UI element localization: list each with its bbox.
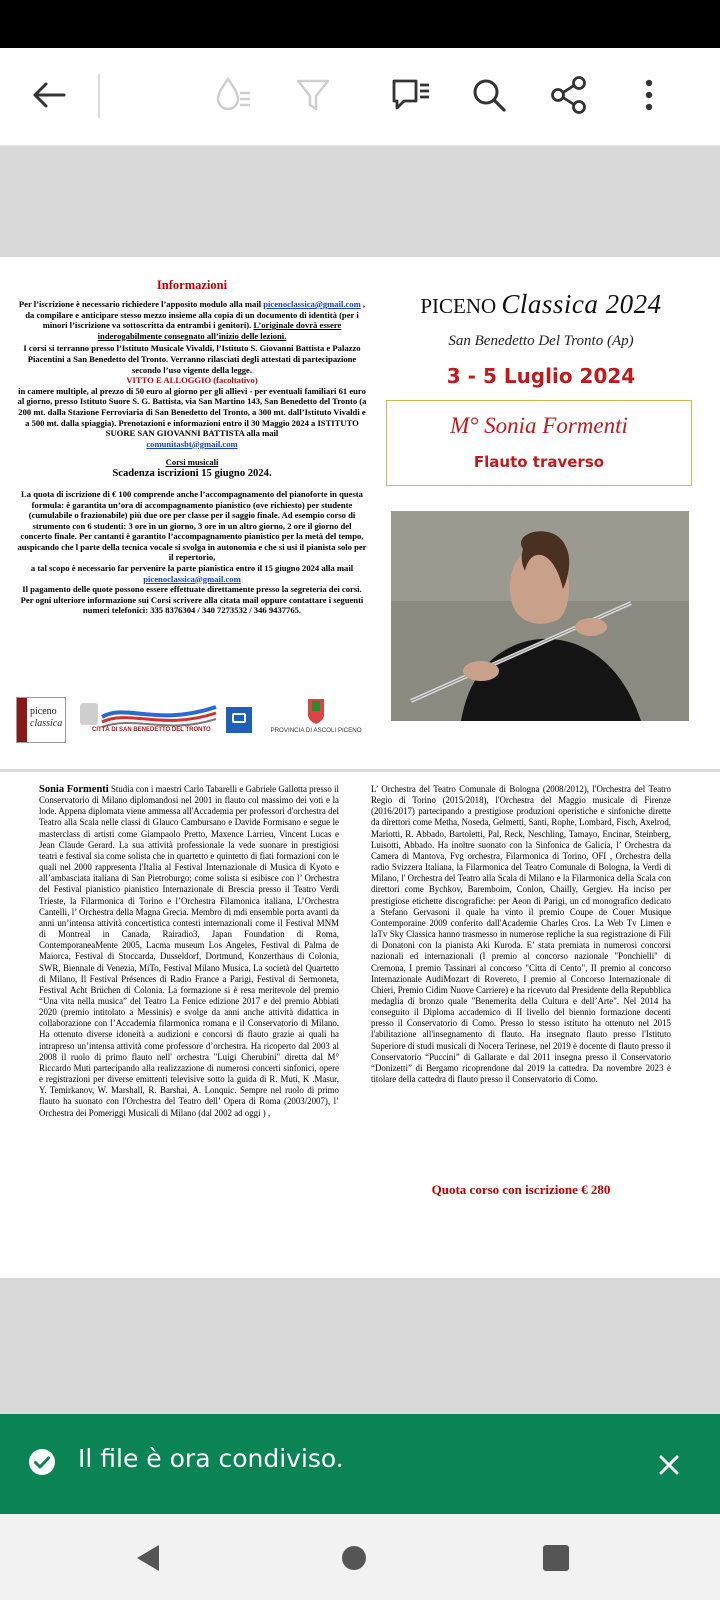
flutist-photo-icon (391, 511, 689, 721)
comment-list-icon (390, 76, 432, 114)
deadline-text: Scadenza iscrizioni 15 giugno 2024. (112, 467, 272, 479)
bio-column-right: L’ Orchestra del Teatro Comunale di Bologna (2008/2012), l'Orchestra del Teatro Regio di Torino (2015/2018), l'Orchestra del Maggio musicale di Firenze (2016/2017) partecipando a prestigiose produzioni operistiche e sinfoniche dirette da direttori come Metha, Noseda, Gelmetti, Santi, Rophe, Lombard, Fisch, Axelrod, Mariotti, R. Abbado, Bartoletti, Pal, Reck, Neschling, Tamayo, Encinar, Steinberg, Luisotti, Abbado. Ha inoltre suonato con la Sinfonica de Galicia, l’ Orchestra da Camera di Mantova, Fvg orchestra, Filarmonica di Torino, OFI , Orchestra della radio Svizzera Italiana, la Filarmonica del Teatro Comunale di Bologna, la Verdi di Milano, l' Orchestra del Teatro alla Scala di Milano e la Filarmonica della Scala con direttori come Bychkov, Baremboim, Conlon, Chailly, Gergiev. Ha inciso per prestigiose etichette discografiche: per Aeon di Parigi, un cd monografico dedicato a Stefano Gervasoni il quale ha vinto il premio Coupe de Couer Musique Contemporaine 2009 conferito dall'Academie Charles Cros. La Web Tv Limen e laTv Sky Classica hanno trasmesso in numerose repliche la sua registrazione di Fili di Donatoni con la pianista Aki Kuroda. E’ stata premiata in numerosi concorsi nazionali ed internazionali (I premio al concorso nazionale "Ponchielli" di Cremona, I premio Tassinari al concorso "Citta di Cento", II premio al concorso Internazionale AudiMozart di Rovereto, I premio al Concorso Internazionale di Chieri, Premio Cidim Nuove Carriere) e ha ricevuto dal Presidente della Repubblica medaglia di bronzo quale "Benemerita della Cultura e dell’Arte". Nel 2014 ha conseguito il Diploma accademico di II livello del biennio formazione docenti presso il Conservatorio di Como. Presso lo stesso istituto ha ottenuto nel 2015 l'abilitazione all'insegnamento di flauto. Ha insegnato flauto presso l'Istituto Superiore di studi musicali di Nocera Terinese, nel 2019 è docente di flauto presso il Conservatorio “Puccini” di Gallarate e dal 2011 insegna presso il Conservatorio “Donizetti” di Bergamo ricoprendone dal 2019 la cattedra. Da novembre 2023 è titolare della cattedra di flauto presso il Conservatorio di Como. (371, 784, 671, 1085)
system-nav-bar (0, 1514, 720, 1600)
teacher-photo (391, 511, 689, 721)
email-link[interactable]: comunitasbt@gmail.com (146, 438, 238, 449)
info-paragraph: La quota di iscrizione di € 100 comprende anche l’accompagnamento del pianoforte in questa formula: è garantita un’ora di accompagnamento pianistico (ove richiesto) per studente (cumulabile o frazionabile) più due ore per classe per il saggio finale. Ad esempio corso di strumento con 6 studenti: 3 ore in un giorno, 3 ore in un altro giorno, 2 ore il giorno del concerto finale. Per cantanti è garantito l’accompagnamento pianistico per la metà del tempo, auspicando che l parte della tecnica vocale si svolga in autonomia e che si usi il pianista solo per il repertorio, (17, 488, 367, 563)
sponsor-logos (14, 697, 368, 745)
info-paragraph: Per ogni ulteriore informazione sui Corsi scrivere alla citata mail oppure contattare i seguenti numeri telefonici: 335 8376304 / 340 7273532 / 346 9437765. (20, 594, 364, 616)
festival-title: PICENO Classica 2024 (420, 289, 662, 319)
bio-column-left (39, 784, 339, 1119)
snackbar (0, 1414, 720, 1514)
nav-home-button[interactable] (334, 1538, 374, 1578)
reading-mode-button[interactable] (208, 70, 258, 120)
bio-name: Sonia Formenti (39, 784, 109, 795)
share-button[interactable] (544, 70, 594, 120)
bio-text: Studia con i maestri Carlo Tabarelli e Gabriele Gallotta presso il Conservatorio di Milano diplomandosi nel 2001 in flauto col massimo dei voti e la lode. Appena diplomata viene ammessa all'Accademia per professori d'orchestra del Teatro alla Scala nelle classi di Glauco Cambursano e Davide Formisano e segue le masterclass di artisti come Giampaolo Pretto, Maxence Larrieu, Vincent Lucas e Jean Claude Gerard. La sua attività professionale la vede suonare in prestigiosi teatri e festival sia come solista che in quartetto e quintetto di fiati formazioni con le quali nel 2000 rappresenta l'Italia al Festival Internazionale di Musica di Kyoto e all’ambasciata italiana di San Pietroburgo; come solista si esibisce con l’ Orchestra del Festival pianistico pianistico Internazionale di Brescia presso il Teatro Verdi Trieste, la Filarmonica di Torino e l’Orchestra Filamonica italiana, L’Orchestra Cantelli, l’ Orchestra della Magna Grecia. Membro di mdi ensemble porta avanti da anni un’intensa attività concertistica contesti internazionali come il Festival MNM di Montreal in Canada, Rairadio3, Japan Foundation di Roma, ContemporaneaMente 2005, Lacma museum Los Angeles, Festival di Palma de Maiorca, Festival di Stoccarda, Dusseldorf, Dortmund, Konzerthaus di Colonia, SWR, Biennale di Venezia, MiTo, Festival Milano Musica, La società del Quartetto di Milano, Il Festival Présences di Radio France a Parigi, Festival di Sermoneta, Festival Acht Brüchen di Colonia. La formazione si è resa meritevole del premio “Una vita nella musica” del Teatro La Fenice edizione 2017 e del premio Abbiati 2020 (premio intitolato a Messinis) e svolge da anni anche attività didattica in collaborazione con l’Accademia filarmonica romana e il Conservatorio di Milano. Ha ottenuto diverse idoneità a audizioni e concorsi di flauto grazie ai quali ha intrapreso un’intensa attività come professore d’orchestra. Ha ricoperto dal 2003 al 2008 il ruolo di primo flauto nell' orchestra "Luigi Cherubini" diretta dal M° Riccardo Muti partecipando alla realizzazione di numerosi concerti sinfonici, opere e registrazioni per diverse emittenti televisive sotto la guida di R. Muti, K .Masur, Y. Temirkanov, W. Marshall, R. Barshai, A. Lonquic. Sempre nel ruolo di primo flauto ha suonato con l'Orchestra del Teatro dell’ Opera di Roma (2003/2007), l’ Orchestra dei Pomeriggi Musicali di Milano (dal 2002 ad oggi ) , (39, 784, 339, 1118)
nav-home-icon (340, 1544, 368, 1572)
status-bar (0, 0, 720, 48)
search-icon (470, 76, 508, 114)
share-icon (549, 75, 589, 115)
close-icon (658, 1454, 680, 1476)
comments-button[interactable] (386, 70, 436, 120)
page-gap (0, 1278, 720, 1388)
corsi-heading: Corsi musicali (165, 457, 219, 468)
filter-button[interactable] (288, 70, 338, 120)
info-paragraph (16, 563, 368, 584)
check-circle-icon (28, 1448, 56, 1476)
arrow-left-icon (31, 80, 67, 110)
toolbar-divider (98, 74, 100, 118)
filter-icon (294, 76, 332, 114)
email-link[interactable]: picenoclassica@gmail.com (263, 299, 361, 309)
pdf-page-biography (0, 772, 720, 1278)
blue-flag-logo (226, 707, 252, 733)
info-heading: Informazioni (156, 278, 228, 292)
app-toolbar (0, 48, 720, 146)
info-text: a tal scopo è necessario far pervenire la parte pianistica entro il 15 giugno 2024 alla mail (30, 563, 354, 574)
reading-mode-icon (212, 75, 254, 115)
info-paragraph: I corsi si terranno presso l’Istituto Musicale Vivaldi, l’Istituto S. Giovanni Battista e Palazzo Piacentini a San Benedetto del Tronto. Verranno rilasciati degli attestati di partecipazione secondo l’uso vigente della legge. (23, 343, 361, 375)
province-crest-icon (264, 697, 368, 743)
teacher-name: M° Sonia Formenti (450, 413, 628, 438)
info-paragraph: in camere multiple, al prezzo di 50 euro al giorno per gli allievi - per eventuali familiari 61 euro al giorno, presso Istituto Suore S. G. Battista, via San Martino 143, San Benedetto del Tronto (a 200 mt. dalla Stazione Ferroviaria di San Benedetto del Tronto, a 300 mt. dall’Istituto Vivaldi e a 500 mt. dalla spiaggia). Prenotazioni e informazioni entro il 30 Maggio 2024 a ISTITUTO SUORE SAN GIOVANNI BATTISTA alla mail (17, 385, 367, 439)
vitto-heading: VITTO E ALLOGGIO (facoltativo) (126, 375, 258, 386)
pdf-page-poster (0, 257, 720, 769)
nav-back-icon (134, 1543, 162, 1573)
page-gap (0, 147, 720, 257)
nav-recents-icon (541, 1543, 571, 1573)
info-text: Per l’iscrizione è necessario richiedere l’apposito modulo alla mail (18, 299, 262, 309)
nav-recents-button[interactable] (536, 1538, 576, 1578)
province-logo: PROVINCIA DI ASCOLI PICENO (264, 697, 368, 743)
info-text-underlined: L’originale dovrà essere inderogabilmente consegnato all’inizio delle lezioni. (97, 320, 342, 341)
more-vertical-icon (643, 77, 655, 113)
festival-place: San Benedetto Del Tronto (Ap) (448, 333, 634, 349)
city-crest-icon (76, 697, 224, 743)
more-options-button[interactable] (624, 70, 674, 120)
info-paragraph (16, 299, 368, 341)
instrument-label: Flauto traverso (473, 453, 605, 471)
teacher-box (386, 400, 692, 486)
back-button[interactable] (24, 70, 74, 120)
snackbar-message: Il file è ora condiviso. (78, 1444, 344, 1473)
piceno-classica-logo: piceno classica (16, 697, 66, 743)
snackbar-close-button[interactable] (654, 1450, 684, 1480)
festival-dates: 3 - 5 Luglio 2024 (446, 364, 636, 388)
city-logo: CITTÀ DI SAN BENEDETTO DEL TRONTO (76, 697, 224, 743)
info-text: , da compilare e anticipare stesso mezzo insieme alla copia di un documento di identità (per i minori l’iscrizione va sottoscritta da entrambi i genitori). (25, 299, 366, 331)
info-paragraph: Il pagamento delle quote possono essere effettuate direttamente presso la segreteria dei corsi. (22, 584, 362, 595)
course-fee: Quota corso con iscrizione € 280 (431, 1182, 611, 1197)
email-link[interactable]: picenoclassica@gmail.com (143, 573, 241, 584)
nav-back-button[interactable] (128, 1538, 168, 1578)
search-button[interactable] (464, 70, 514, 120)
info-column (16, 277, 368, 616)
